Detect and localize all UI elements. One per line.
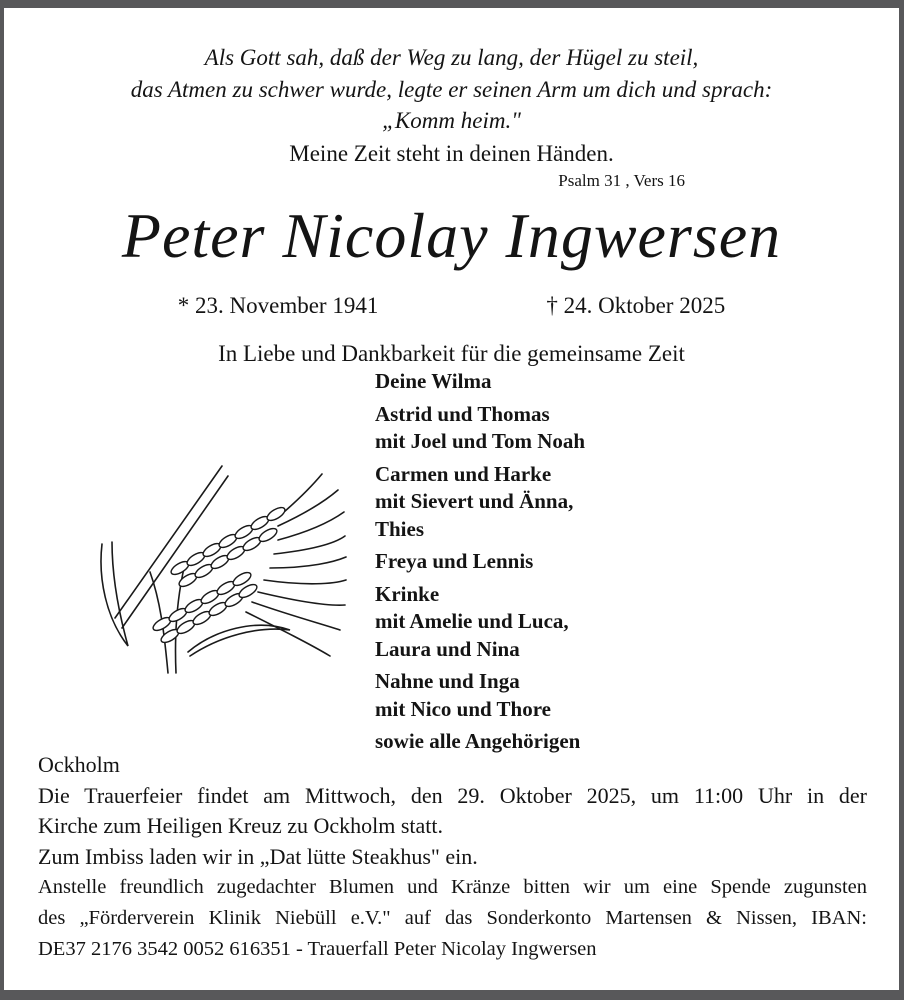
mourner-line: Deine Wilma (375, 369, 492, 393)
epigraph-line: „Komm heim." (382, 108, 521, 133)
epigraph (4, 42, 899, 137)
mourner-line: Nahne und Inga (375, 669, 520, 693)
mourner-group (375, 401, 585, 456)
mourner-line: sowie alle Angehörigen (375, 729, 581, 753)
mourner-line: mit Amelie und Luca, (375, 609, 569, 633)
wheat-illustration (72, 460, 347, 675)
paragraph-line: Zum Imbiss laden wir in „Dat lütte Steakhus" ein. (38, 843, 478, 869)
mourner-line: Krinke (375, 581, 440, 606)
mourner-line: mit Sievert und Änna, (375, 489, 574, 513)
mourners-list (375, 368, 585, 761)
mourner-line: mit Nico und Thore (375, 696, 551, 721)
paragraph-line: des „Förderverein Klinik Niebüll e.V." auf das Sonderkonto Martensen & Nissen, IBAN: (38, 907, 867, 929)
mourner-group (375, 668, 585, 723)
mourner-line: Thies (375, 516, 425, 541)
reception-paragraph (38, 842, 867, 873)
mourner-group (375, 548, 585, 576)
mourner-line: mit Joel und Tom Noah (375, 429, 586, 453)
mourner-line: Carmen und Harke (375, 461, 552, 486)
paragraph-line: DE37 2176 3542 0052 616351 - Trauerfall Peter Nicolay Ingwersen (38, 938, 597, 960)
mourner-line: Astrid und Thomas (375, 401, 550, 426)
mourner-line: Freya und Lennis (375, 549, 534, 573)
donation-paragraph (38, 872, 867, 965)
dedication-line: In Liebe und Dankbarkeit für die gemeinsame Zeit (218, 340, 685, 366)
mourner-group (375, 368, 585, 396)
epigraph-line: das Atmen zu schwer wurde, legte er seinen Arm um dich und sprach: (130, 76, 773, 102)
paragraph-line: Anstelle freundlich zugedachter Blumen und Kränze bitten wir um eine Spende zugunsten (38, 876, 867, 898)
mourner-group (375, 581, 585, 664)
birth-date: * 23. November 1941 (177, 292, 379, 318)
funeral-details (38, 750, 867, 965)
epigraph-subline: Meine Zeit steht in deinen Händen. (289, 140, 614, 166)
mourner-line: Laura und Nina (375, 636, 520, 661)
deceased-name: Peter Nicolay Ingwersen (121, 199, 782, 271)
epigraph-line: Als Gott sah, daß der Weg zu lang, der Hügel zu steil, (204, 45, 699, 70)
mourner-group (375, 461, 585, 544)
paragraph-line: Die Trauerfeier findet am Mittwoch, den 29. Oktober 2025, um 11:00 Uhr in der (38, 782, 867, 808)
death-date: † 24. Oktober 2025 (546, 292, 726, 318)
life-dates (4, 291, 899, 321)
funeral-service-paragraph (38, 781, 867, 842)
place-name: Ockholm (38, 752, 120, 777)
scripture-source: Psalm 31 , Vers 16 (558, 170, 685, 190)
paragraph-line: Kirche zum Heiligen Kreuz zu Ockholm statt. (38, 813, 444, 838)
